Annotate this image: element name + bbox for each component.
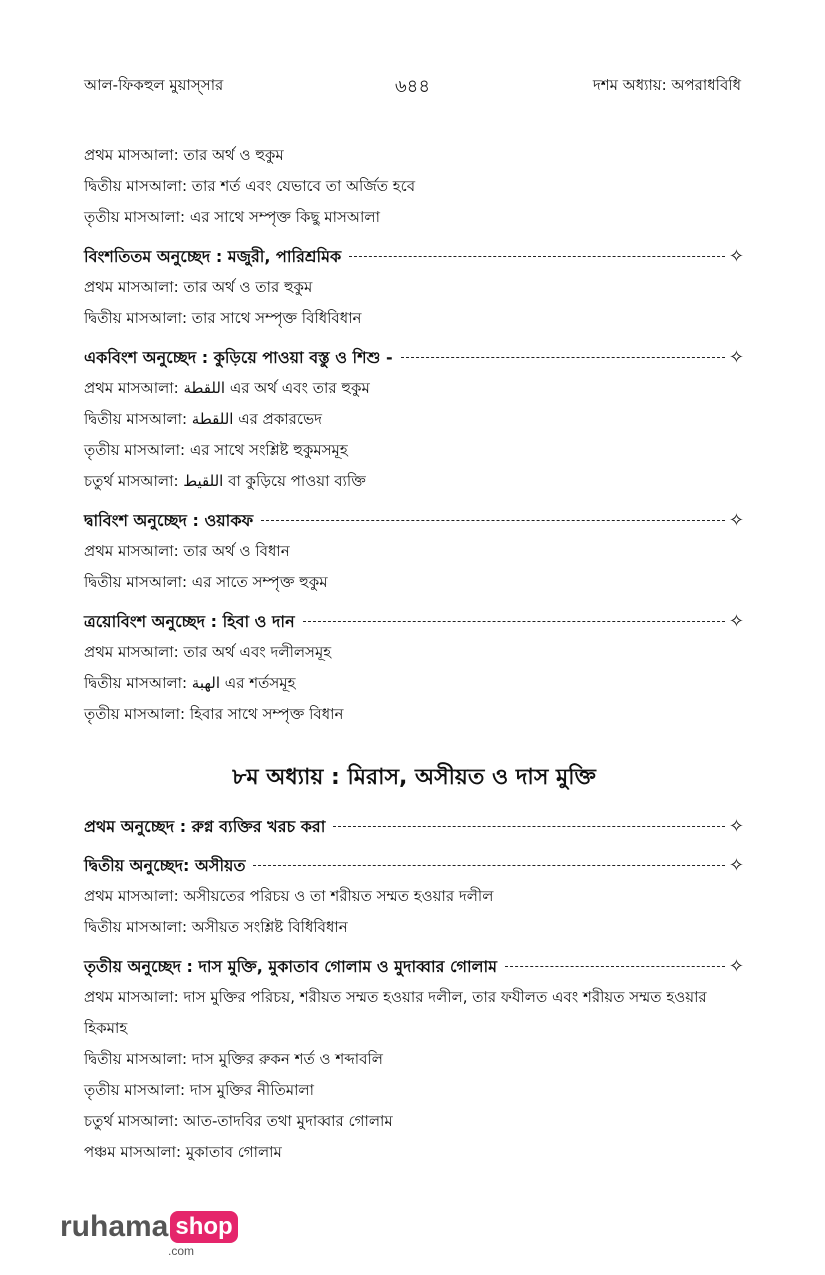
toc-line[interactable]: প্রথম মাসআলা: তার অর্থ ও তার হুকুম [84,278,313,296]
section-heading[interactable] [84,850,744,881]
logo-domain: .com [168,1244,195,1258]
toc-line[interactable]: পঞ্চম মাসআলা: মুকাতাব গোলাম [84,1143,282,1161]
section-heading-label: একবিংশ অনুচ্ছেদ : কুড়িয়ে পাওয়া বস্তু ও শিশু - [84,348,393,367]
toc-section [84,951,744,1168]
publisher-logo [60,1210,238,1258]
toc-section [84,140,744,233]
section-heading[interactable] [84,505,744,536]
toc-line[interactable]: চতুর্থ মাসআলা: আত-তাদবির তথা মুদাব্বার গোলাম [84,1112,393,1130]
section-heading[interactable] [84,951,744,982]
toc-line[interactable]: দ্বিতীয় মাসআলা: অসীয়ত সংশ্লিষ্ট বিধিবিধান [84,918,348,936]
sparkle-icon: ✧ [728,815,744,837]
sparkle-icon: ✧ [728,346,744,368]
section-heading-label: ত্রয়োবিংশ অনুচ্ছেদ : হিবা ও দান [84,612,295,631]
toc-content [84,140,744,1168]
section-heading-label: প্রথম অনুচ্ছেদ : রুগ্ন ব্যক্তির খরচ করা [84,817,326,836]
logo-shop-badge: shop [170,1211,237,1243]
sparkle-icon: ✧ [728,245,744,267]
sparkle-icon: ✧ [728,509,744,531]
toc-line[interactable]: দ্বিতীয় মাসআলা: اللقطة এর প্রকারভেদ [84,410,323,428]
section-heading-label: বিংশতিতম অনুচ্ছেদ : মজুরী, পারিশ্রমিক [84,247,342,266]
leader-dashes [303,621,725,622]
chapter-title: ৮ম অধ্যায় : মিরাস, অসীয়ত ও দাস মুক্তি [232,765,596,790]
section-heading[interactable] [84,241,744,272]
section-heading[interactable] [84,606,744,637]
toc-line[interactable]: চতুর্থ মাসআলা: اللقيط বা কুড়িয়ে পাওয়া ব্যক্তি [84,472,366,490]
toc-line[interactable]: তৃতীয় মাসআলা: দাস মুক্তির নীতিমালা [84,1081,314,1099]
leader-dashes [349,256,725,257]
toc-section [84,811,744,842]
header-book-title: আল-ফিকহুল মুয়াস্সার [84,76,224,94]
toc-line[interactable]: প্রথম মাসআলা: দাস মুক্তির পরিচয়, শরীয়ত সম্মত হওয়ার দলীল, তার ফযীলত এবং শরীয়ত সম্মত হওয়ার হিকমাহ [84,988,707,1037]
toc-section [84,850,744,943]
header-chapter: দশম অধ্যায়: অপরাধবিধি [592,76,741,94]
leader-dashes [261,520,725,521]
logo-wordmark: ruhama [60,1210,169,1243]
section-heading[interactable] [84,811,744,842]
toc-line[interactable]: তৃতীয় মাসআলা: এর সাথে সংশ্লিষ্ট হুকুমসমূহ [84,441,348,459]
section-heading-label: দ্বাবিংশ অনুচ্ছেদ : ওয়াকফ [84,511,254,530]
toc-line[interactable]: দ্বিতীয় মাসআলা: দাস মুক্তির রুকন শর্ত ও শব্দাবলি [84,1050,383,1068]
sparkle-icon: ✧ [728,955,744,977]
section-heading[interactable] [84,342,744,373]
toc-line[interactable]: তৃতীয় মাসআলা: এর সাথে সম্পৃক্ত কিছু মাসআলা [84,208,380,226]
leader-dashes [401,357,725,358]
toc-line[interactable]: প্রথম মাসআলা: اللقطة এর অর্থ এবং তার হুকুম [84,379,370,397]
toc-line[interactable]: দ্বিতীয় মাসআলা: তার শর্ত এবং যেভাবে তা অর্জিত হবে [84,177,416,195]
toc-section [84,505,744,598]
toc-line[interactable]: প্রথম মাসআলা: অসীয়তের পরিচয় ও তা শরীয়ত সম্মত হওয়ার দলীল [84,887,494,905]
toc-line[interactable]: প্রথম মাসআলা: তার অর্থ ও হুকুম [84,146,284,164]
toc-line[interactable]: দ্বিতীয় মাসআলা: তার সাথে সম্পৃক্ত বিধিবিধান [84,309,362,327]
toc-line[interactable]: প্রথম মাসআলা: তার অর্থ ও বিধান [84,542,290,560]
sparkle-icon: ✧ [728,854,744,876]
sparkle-icon: ✧ [728,610,744,632]
toc-section [84,606,744,730]
toc-line[interactable]: প্রথম মাসআলা: তার অর্থ এবং দলীলসমূহ [84,643,332,661]
toc-line[interactable]: তৃতীয় মাসআলা: হিবার সাথে সম্পৃক্ত বিধান [84,705,344,723]
leader-dashes [253,865,724,866]
leader-dashes [333,826,725,827]
section-heading-label: তৃতীয় অনুচ্ছেদ : দাস মুক্তি, মুকাতাব গোলাম ও মুদাব্বার গোলাম [84,957,498,976]
leader-dashes [505,966,725,967]
toc-section [84,342,744,497]
toc-line[interactable]: দ্বিতীয় মাসআলা: এর সাতে সম্পৃক্ত হুকুম [84,573,328,591]
section-heading-label: দ্বিতীয় অনুচ্ছেদ: অসীয়ত [84,856,246,875]
toc-line[interactable]: দ্বিতীয় মাসআলা: الهبة এর শর্তসমূহ [84,674,296,692]
toc-section [84,241,744,334]
page-number: ৬৪৪ [394,76,431,97]
